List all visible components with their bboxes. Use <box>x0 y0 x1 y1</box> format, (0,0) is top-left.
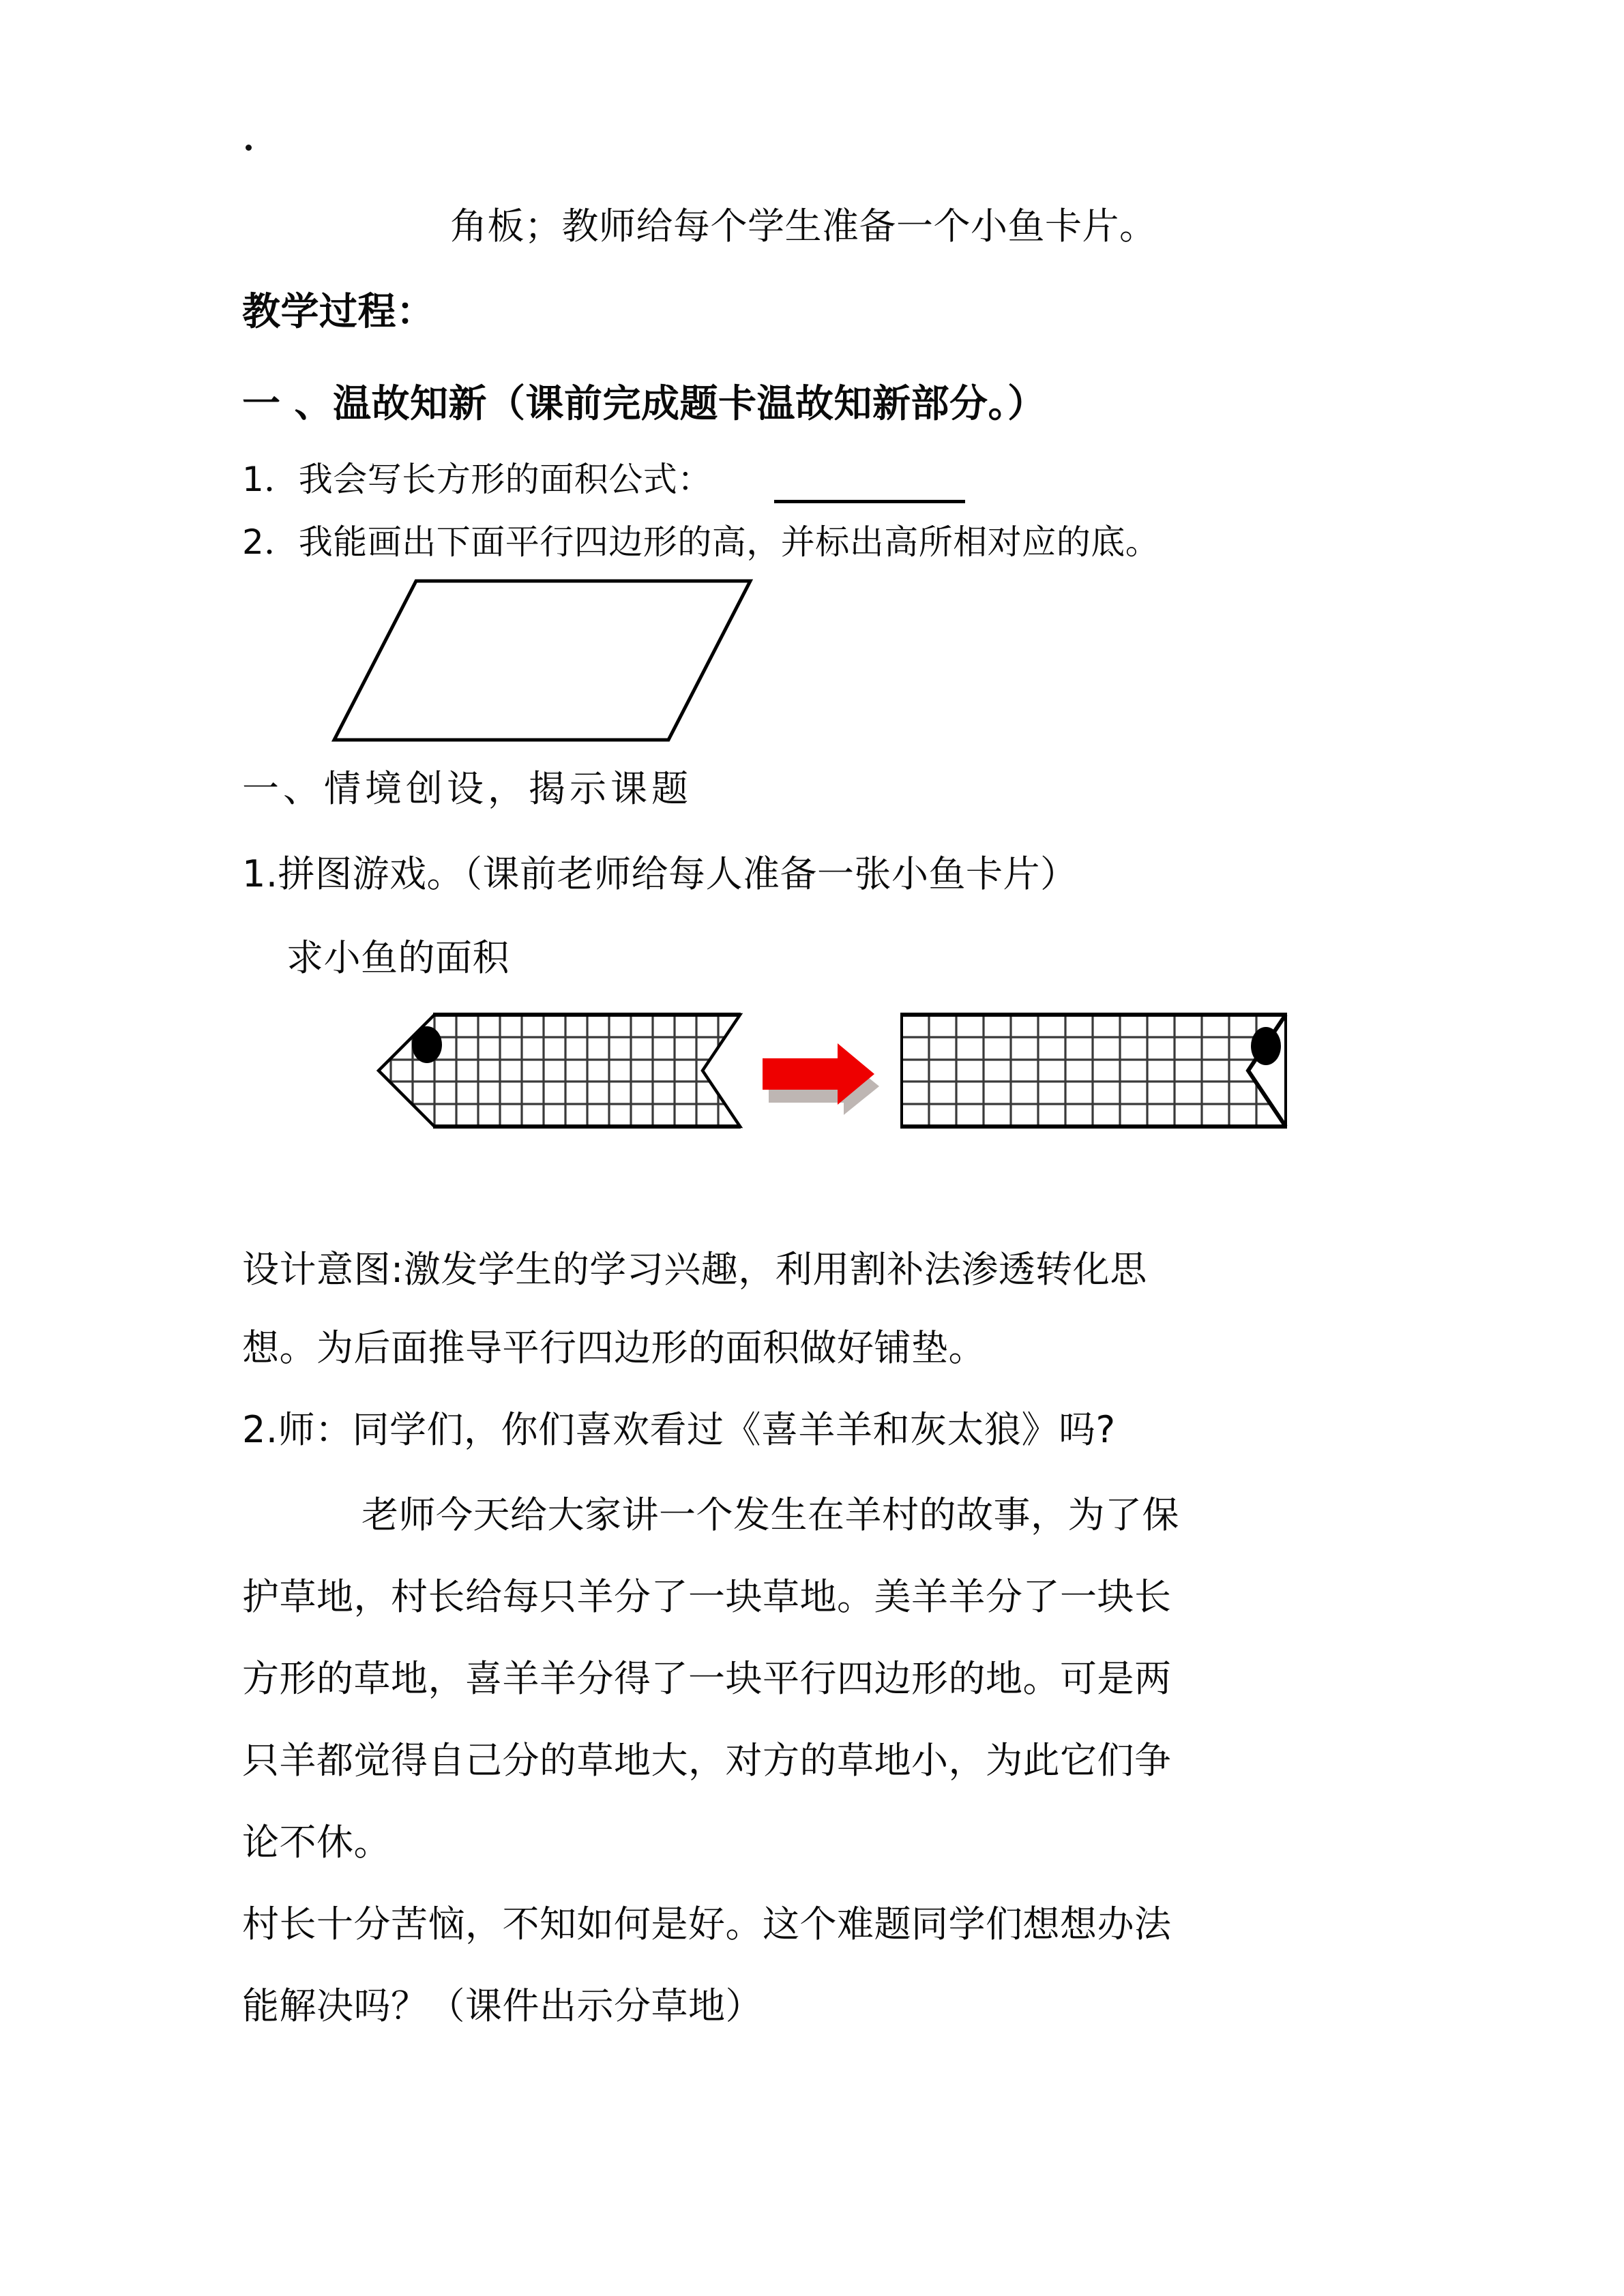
fish-area-caption: 求小鱼的面积 <box>286 936 510 979</box>
parallelogram-figure <box>327 573 832 750</box>
materials-tail-line: 角板；教师给每个学生准备一个小鱼卡片。 <box>450 205 1157 248</box>
design-intent-line-1: 设计意图:激发学生的学习兴趣，利用割补法渗透转化思 <box>242 1248 1147 1291</box>
story-line-1: 老师今天给大家讲一个发生在羊村的故事，为了保 <box>361 1493 1179 1536</box>
section-two-heading: 一、情境创设，揭示课题 <box>242 767 692 810</box>
parallelogram-outline <box>334 581 750 740</box>
review-item-2: 2．我能画出下面平行四边形的高，并标出高所相对应的底。 <box>242 522 1160 562</box>
left-fish-eye-dot <box>412 1026 442 1063</box>
story-line-2: 护草地，村长给每只羊分了一块草地。美羊羊分了一块长 <box>242 1575 1172 1618</box>
story-line-7: 能解决吗？（课件出示分草地） <box>242 1984 763 2027</box>
answer-blank-line[interactable] <box>774 500 965 503</box>
design-intent-line-2: 想。为后面推导平行四边形的面积做好铺垫。 <box>242 1326 986 1369</box>
transform-arrow <box>763 1043 879 1115</box>
story-line-4: 只羊都觉得自己分的草地大，对方的草地小，为此它们争 <box>242 1739 1172 1782</box>
teaching-process-heading: 教学过程： <box>242 290 435 334</box>
right-fish-eye-dot <box>1251 1027 1281 1065</box>
left-fish-shape <box>375 1015 750 1127</box>
leading-period-mark <box>246 145 252 151</box>
teacher-question-item: 2.师：同学们，你们喜欢看过《喜羊羊和灰太狼》吗? <box>242 1408 1116 1451</box>
story-line-3: 方形的草地，喜羊羊分得了一块平行四边形的地。可是两 <box>242 1657 1172 1700</box>
puzzle-game-item: 1.拼图游戏。（课前老师给每人准备一张小鱼卡片） <box>242 852 1078 895</box>
story-line-5: 论不休。 <box>242 1821 391 1864</box>
right-rectangle-shape <box>900 1015 1289 1127</box>
fish-transform-diagram <box>368 1002 1303 1173</box>
review-item-1: 1．我会写长方形的面积公式： <box>242 460 712 499</box>
section-one-heading: 一 、温故知新（课前完成题卡温故知新部分。） <box>242 382 1046 426</box>
story-line-6: 村长十分苦恼，不知如何是好。这个难题同学们想想办法 <box>242 1903 1172 1945</box>
